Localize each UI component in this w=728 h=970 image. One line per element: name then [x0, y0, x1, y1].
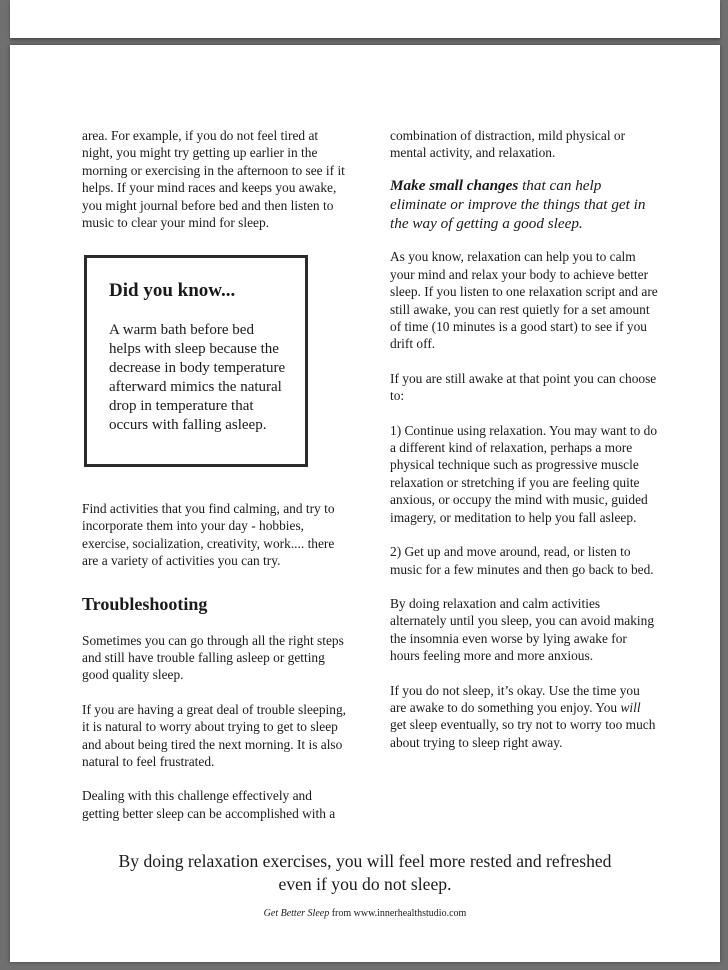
paragraph: If you are having a great deal of trouble sleeping, it is natural to worry about trying to get to sleep and about being tired the next morning. It is also natural to feel frustrated. — [82, 701, 346, 770]
emphasis-bold: Make small changes — [390, 176, 519, 194]
paragraph: 2) Get up and move around, read, or listen to music for a few minutes and then go back to bed. — [390, 544, 654, 577]
emphasis-paragraph — [390, 176, 658, 234]
footer-source: from www.innerhealthstudio.com — [329, 908, 467, 919]
paragraph: By doing relaxation and calm activities alternately until you sleep, you can avoid making the insomnia even worse by lying awake for hours feeling more and more anxious. — [390, 595, 655, 664]
paragraph: area. For example, if you do not feel tired at night, you might try getting up earlier in the morning or exercising in the afternoon to see if it helps. If your mind races and keeps you awake, you might journal before bed and then listen to music to clear your mind for sleep. — [82, 128, 345, 231]
closing-statement: By doing relaxation exercises, you will feel more rested and refreshed even if you do not sleep. — [118, 851, 612, 894]
paragraph: Find activities that you find calming, and try to incorporate them into your day - hobbies, exercise, socialization, creativity, work.... there are a variety of activities you can try. — [82, 501, 335, 569]
emphasis-text: that can help eliminate or improve the things that get in the way of getting a good sleep. — [390, 176, 646, 233]
text: get sleep eventually, so try not to worry too much about trying to sleep right away. — [390, 717, 656, 750]
text: If you do not sleep, it’s okay. Use the time you are awake to do something you enjoy. You — [390, 682, 640, 715]
paragraph: combination of distraction, mild physical or mental activity, and relaxation. — [390, 128, 626, 161]
paragraph — [390, 682, 658, 752]
italic-text: will — [620, 699, 641, 715]
previous-page-edge — [10, 0, 720, 38]
paragraph: 1) Continue using relaxation. You may want to do a different kind of relaxation, perhaps a more physical technique such as progressive muscle relaxation or stretching if you are feeling quite anxious, or occupy the mind with music, guided imagery, or meditation to help you fall asleep. — [390, 422, 658, 525]
footer-title: Get Better Sleep — [263, 908, 330, 919]
document-page — [10, 45, 720, 962]
did-you-know-box — [84, 255, 308, 467]
left-column-lower — [82, 500, 352, 822]
left-column — [82, 127, 352, 231]
tip-title: Did you know... — [109, 280, 236, 301]
paragraph: Sometimes you can go through all the right steps and still have trouble falling asleep or getting good quality sleep. — [82, 632, 344, 683]
section-heading: Troubleshooting — [82, 593, 208, 614]
paragraph: As you know, relaxation can help you to calm your mind and relax your body to achieve better sleep. If you listen to one relaxation script and are still awake, you can rest quietly for a set amount of time (10 minutes is a good start) to see if you drift off. — [390, 249, 658, 352]
footer — [100, 907, 630, 920]
paragraph: Dealing with this challenge effectively and getting better sleep can be accomplished with a — [82, 788, 336, 821]
right-column — [390, 127, 658, 751]
paragraph: If you are still awake at that point you can choose to: — [390, 370, 657, 404]
tip-text: A warm bath before bed helps with sleep because the decrease in body temperature afterward mimics the natural drop in temperature that occurs with falling asleep. — [109, 322, 286, 433]
